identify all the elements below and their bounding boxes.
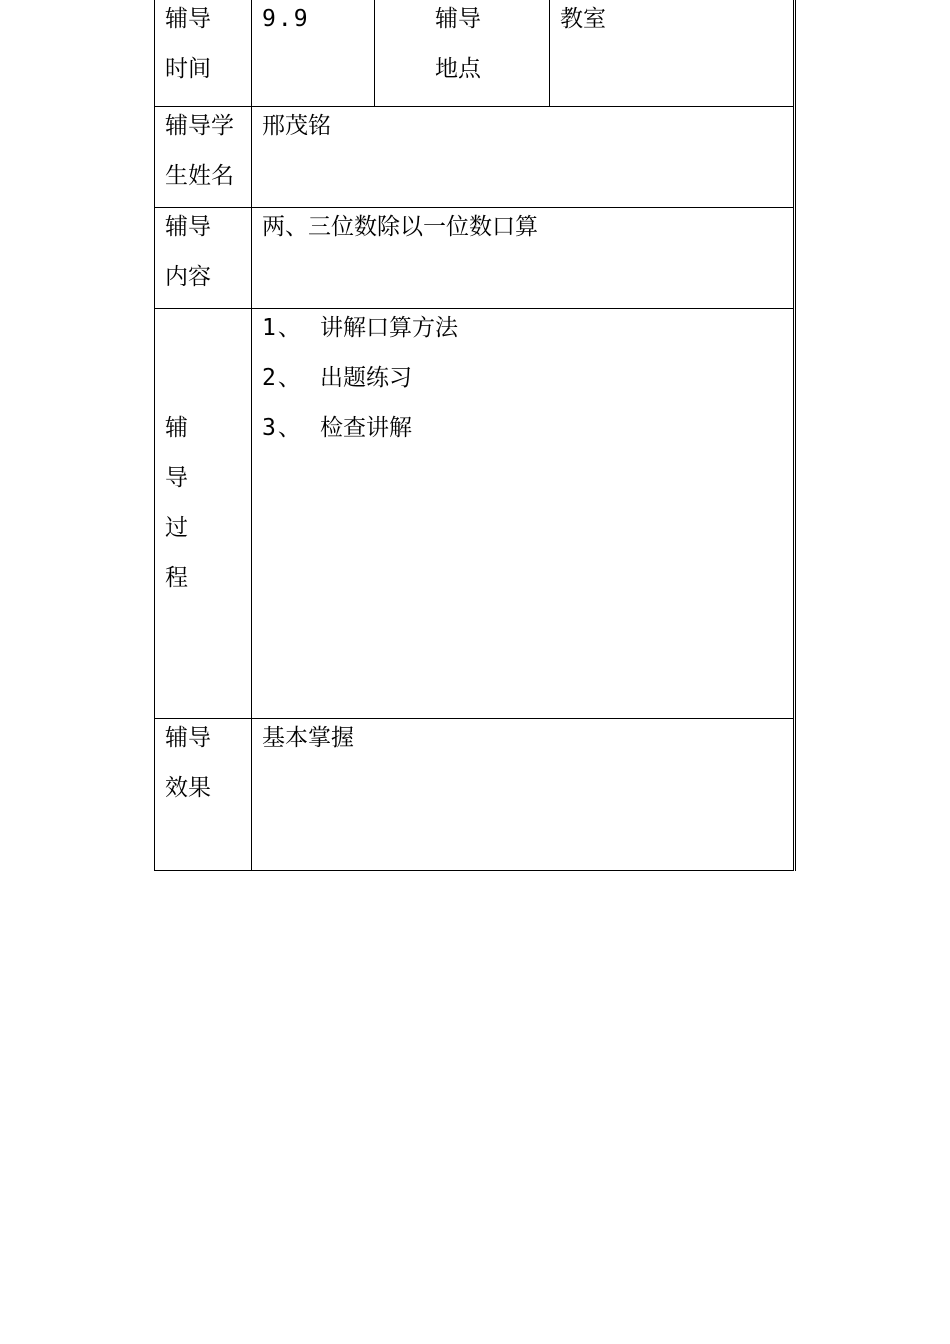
process-label-cell — [155, 308, 252, 718]
time-label-line1: 辅导 — [165, 6, 211, 32]
effect-label-cell — [155, 718, 252, 870]
step-number: 2、 — [262, 364, 303, 391]
process-label-char: 过 — [165, 514, 188, 541]
step-text: 检查讲解 — [320, 414, 412, 441]
effect-label-line2: 效果 — [165, 774, 211, 801]
process-label-char: 程 — [165, 564, 188, 591]
student-value: 邢茂铭 — [262, 112, 331, 139]
step-text: 讲解口算方法 — [320, 314, 458, 341]
step-number: 3、 — [262, 414, 303, 441]
location-label-line1: 辅导 — [435, 6, 481, 32]
effect-label-line1: 辅导 — [165, 724, 211, 751]
student-value-cell — [252, 106, 795, 207]
process-value-cell — [252, 308, 795, 718]
step-text: 出题练习 — [320, 364, 412, 391]
time-value-cell — [252, 0, 375, 106]
process-step — [262, 403, 787, 453]
student-label-line2: 生姓名 — [165, 162, 234, 189]
time-label-line2: 时间 — [165, 56, 211, 82]
content-label-line2: 内容 — [165, 263, 211, 290]
process-label-char: 辅 — [165, 414, 188, 441]
location-label-line2: 地点 — [435, 56, 481, 82]
step-number: 1、 — [262, 314, 303, 341]
row-effect — [155, 718, 795, 870]
row-process — [155, 308, 795, 718]
effect-value: 基本掌握 — [262, 724, 354, 751]
content-value: 两、三位数除以一位数口算 — [262, 213, 538, 240]
process-steps-list — [252, 303, 793, 453]
student-label-cell — [155, 106, 252, 207]
process-step — [262, 303, 787, 353]
student-label-line1: 辅导学 — [165, 112, 234, 139]
process-step — [262, 353, 787, 403]
tutoring-record-table — [154, 0, 796, 871]
effect-value-cell — [252, 718, 795, 870]
row-student — [155, 106, 795, 207]
content-label-cell — [155, 207, 252, 308]
time-value: 9.9 — [262, 6, 310, 32]
content-label-line1: 辅导 — [165, 213, 211, 240]
time-label-cell — [155, 0, 252, 106]
content-value-cell — [252, 207, 795, 308]
location-value-cell — [550, 0, 795, 106]
row-content — [155, 207, 795, 308]
row-time-location — [155, 0, 795, 106]
location-value: 教室 — [560, 6, 606, 32]
process-label-char: 导 — [165, 464, 188, 491]
location-label-cell — [375, 0, 550, 106]
